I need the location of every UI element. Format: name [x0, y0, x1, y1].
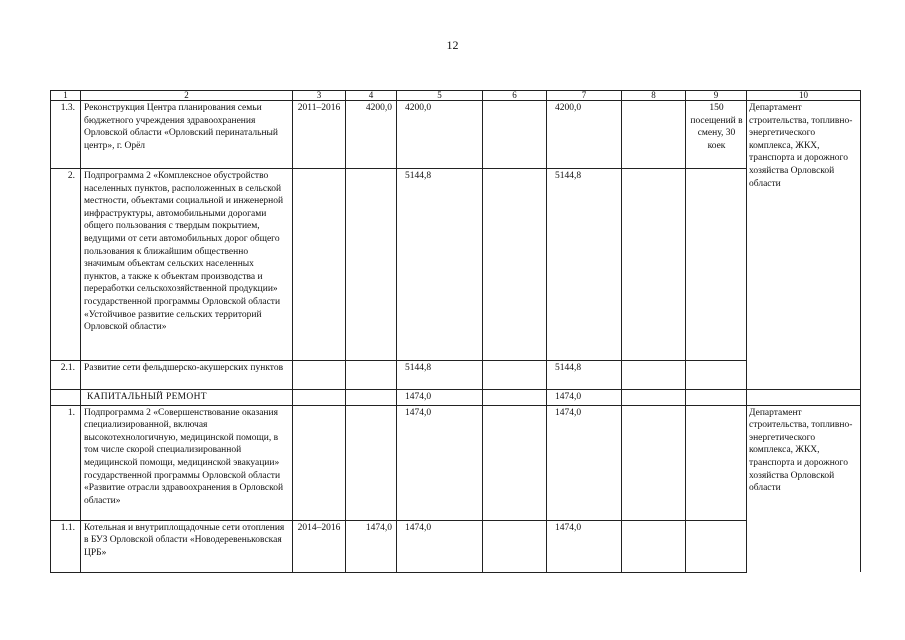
row-col6 — [483, 520, 547, 572]
header-cell: 7 — [547, 91, 622, 101]
section-empty — [483, 390, 547, 406]
table-row — [51, 101, 861, 169]
header-cell: 1 — [51, 91, 81, 101]
row-col5: 5144,8 — [397, 361, 483, 390]
section-empty — [622, 390, 686, 406]
row-col7: 1474,0 — [547, 405, 622, 520]
section-empty — [346, 390, 397, 406]
row-period — [293, 169, 346, 361]
row-col5: 4200,0 — [397, 101, 483, 169]
header-cell: 4 — [346, 91, 397, 101]
row-number: 1. — [51, 405, 81, 520]
row-name: Развитие сети фельдшерско-акушерских пунктов — [81, 361, 293, 390]
row-col8 — [622, 361, 686, 390]
header-cell: 10 — [747, 91, 861, 101]
row-col8 — [622, 520, 686, 572]
section-col7: 1474,0 — [547, 390, 622, 406]
section-empty — [293, 390, 346, 406]
section-empty — [51, 390, 81, 406]
row-col9 — [686, 405, 747, 520]
row-col9 — [686, 361, 747, 390]
header-cell: 9 — [686, 91, 747, 101]
row-col6 — [483, 361, 547, 390]
row-period: 2014–2016 — [293, 520, 346, 572]
header-cell: 6 — [483, 91, 547, 101]
row-period — [293, 361, 346, 390]
row-col6 — [483, 405, 547, 520]
header-cell: 2 — [81, 91, 293, 101]
row-number: 1.1. — [51, 520, 81, 572]
section-empty — [686, 390, 747, 406]
row-col4 — [346, 169, 397, 361]
row-number: 2.1. — [51, 361, 81, 390]
row-col7: 4200,0 — [547, 101, 622, 169]
row-col8 — [622, 405, 686, 520]
header-cell: 8 — [622, 91, 686, 101]
table-row — [51, 520, 861, 572]
row-col5: 1474,0 — [397, 520, 483, 572]
section-row — [51, 390, 861, 406]
row-name: Подпрограмма 2 «Совершенствование оказания специализированной, включая высокотехнологичную, медицинской помощи, в том числе скорой специализированной медицинской помощи, медицинской эвакуации» государственной программы Орловской области «Развитие отрасли здравоохранения в Орловской области» — [81, 405, 293, 520]
section-col5: 1474,0 — [397, 390, 483, 406]
header-cell: 5 — [397, 91, 483, 101]
table-row — [51, 405, 861, 520]
row-col4: 4200,0 — [346, 101, 397, 169]
row-period — [293, 405, 346, 520]
row-name: Котельная и внутриплощадочные сети отопления в БУЗ Орловской области «Новодеревеньковская ЦРБ» — [81, 520, 293, 572]
row-col6 — [483, 169, 547, 361]
row-name: Подпрограмма 2 «Комплексное обустройство населенных пунктов, расположенных в сельской местности, объектами социальной и инженерной инфраструктуры, автомобильными дорогами общего пользования с твердым покрытием, ведущими от сети автомобильных дорог общего пользования к ближайшим общественно значимым объектам сельских населенных пунктов, а также к объектам производства и переработки сельскохозяйственной продукции» государственной программы Орловской области «Устойчивое развитие сельских территорий Орловской области» — [81, 169, 293, 361]
row-col4: 1474,0 — [346, 520, 397, 572]
section-title: КАПИТАЛЬНЫЙ РЕМОНТ — [81, 390, 293, 406]
row-number: 1.3. — [51, 101, 81, 169]
row-col8 — [622, 101, 686, 169]
header-cell: 3 — [293, 91, 346, 101]
page-number: 12 — [446, 38, 459, 52]
row-col6 — [483, 101, 547, 169]
row-col5: 5144,8 — [397, 169, 483, 361]
row-name: Реконструкция Центра планирования семьи бюджетного учреждения здравоохранения Орловской области «Орловский перинатальный центр», г. Орёл — [81, 101, 293, 169]
row-col5: 1474,0 — [397, 405, 483, 520]
row-col4 — [346, 405, 397, 520]
row-col4 — [346, 361, 397, 390]
table-row — [51, 361, 861, 390]
responsible-department: Департамент строительства, топливно-энергетического комплекса, ЖКХ, транспорта и дорожного хозяйства Орловской области — [747, 405, 861, 572]
row-number: 2. — [51, 169, 81, 361]
row-col7: 1474,0 — [547, 520, 622, 572]
table-row — [51, 169, 861, 361]
header-row — [51, 91, 861, 101]
row-period: 2011–2016 — [293, 101, 346, 169]
row-col8 — [622, 169, 686, 361]
row-col7: 5144,8 — [547, 361, 622, 390]
row-col9 — [686, 520, 747, 572]
row-col9: 150 посещений в смену, 30 коек — [686, 101, 747, 169]
row-col9 — [686, 169, 747, 361]
responsible-department: Департамент строительства, топливно-энергетического комплекса, ЖКХ, транспорта и дорожного хозяйства Орловской области — [747, 101, 861, 390]
row-col7: 5144,8 — [547, 169, 622, 361]
section-empty — [747, 390, 861, 406]
data-table — [50, 90, 861, 573]
